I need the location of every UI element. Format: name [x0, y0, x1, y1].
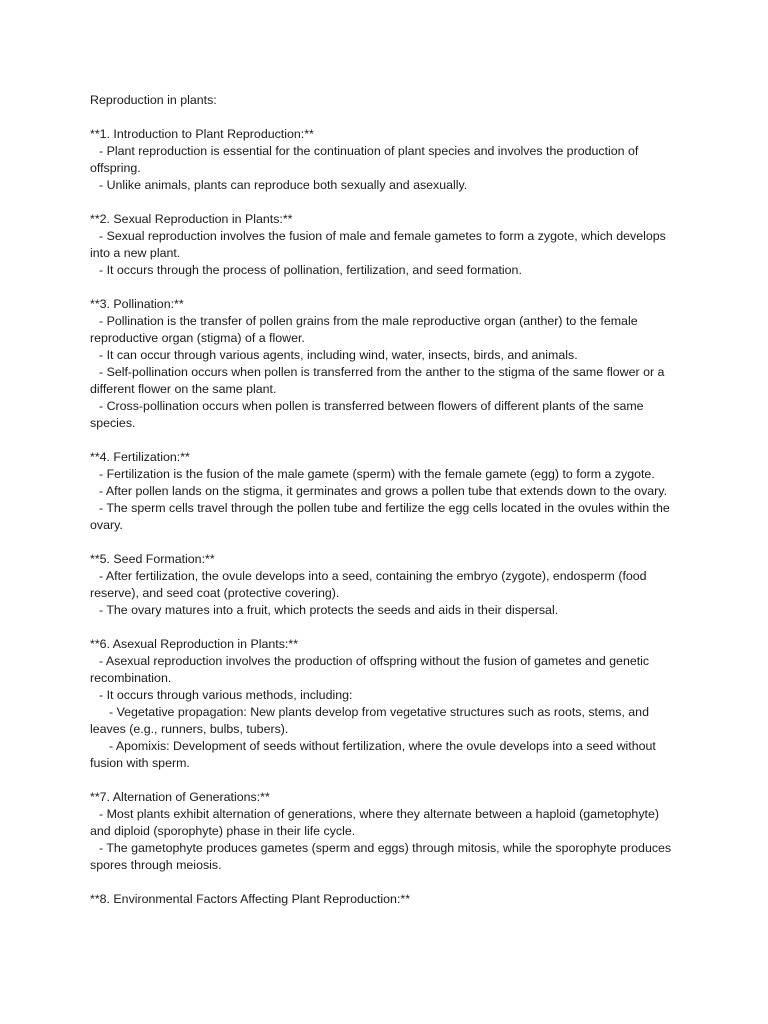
paragraph-text: - After pollen lands on the stigma, it germinates and grows a pollen tube that extends down to the ovary.: [99, 484, 668, 498]
paragraph-text: - It can occur through various agents, including wind, water, insects, birds, and animals.: [99, 348, 578, 362]
bullet-paragraph: [90, 262, 682, 279]
bullet-paragraph: [90, 228, 682, 262]
section-4: [90, 449, 682, 534]
paragraph-text: - Pollination is the transfer of pollen grains from the male reproductive organ (anther) to the female reproductive organ (stigma) of a flower.: [90, 314, 638, 345]
paragraph-text: - Most plants exhibit alternation of generations, where they alternate between a haploid (gametophyte) and diploid (sporophyte) phase in their life cycle.: [90, 807, 659, 838]
paragraph-text: - Unlike animals, plants can reproduce both sexually and asexually.: [99, 178, 468, 192]
section-heading: **5. Seed Formation:**: [90, 552, 215, 566]
section-heading: **4. Fertilization:**: [90, 450, 190, 464]
section-heading: **8. Environmental Factors Affecting Plant Reproduction:**: [90, 892, 411, 906]
paragraph-text: - Plant reproduction is essential for the continuation of plant species and involves the production of offspring.: [90, 144, 639, 175]
paragraph-text: - Asexual reproduction involves the production of offspring without the fusion of gametes and genetic recombination.: [90, 654, 650, 685]
section-heading: **7. Alternation of Generations:**: [90, 790, 270, 804]
section-8: [90, 891, 682, 908]
section-heading: **1. Introduction to Plant Reproduction:**: [90, 127, 314, 141]
bullet-paragraph: [90, 466, 682, 483]
paragraph-text: - Fertilization is the fusion of the male gamete (sperm) with the female gamete (egg) to form a zygote.: [99, 467, 655, 481]
section-6: [90, 636, 682, 772]
section-heading: **2. Sexual Reproduction in Plants:**: [90, 212, 293, 226]
paragraph-text: - Vegetative propagation: New plants develop from vegetative structures such as roots, stems, and leaves (e.g., runners, bulbs, tubers).: [90, 705, 649, 736]
bullet-paragraph: [90, 840, 682, 874]
bullet-paragraph: [90, 806, 682, 840]
section-3: [90, 296, 682, 432]
section-7: [90, 789, 682, 874]
section-heading: **3. Pollination:**: [90, 297, 184, 311]
bullet-paragraph: [90, 347, 682, 364]
bullet-paragraph: [90, 313, 682, 347]
paragraph-text: - Cross-pollination occurs when pollen is transferred between flowers of different plants of the same species.: [90, 399, 644, 430]
sub-bullet-paragraph: [90, 704, 682, 738]
bullet-paragraph: [90, 653, 682, 687]
paragraph-text: - Apomixis: Development of seeds without fertilization, where the ovule develops into a seed without fusion with sperm.: [90, 739, 656, 770]
paragraph-text: - The sperm cells travel through the pollen tube and fertilize the egg cells located in the ovules within the ovary.: [90, 501, 670, 532]
paragraph-text: - The gametophyte produces gametes (sperm and eggs) through mitosis, while the sporophyte produces spores through meiosis.: [90, 841, 672, 872]
paragraph-text: - It occurs through various methods, including:: [99, 688, 353, 702]
document-body: [90, 92, 682, 925]
sub-bullet-paragraph: [90, 738, 682, 772]
bullet-paragraph: [90, 568, 682, 602]
section-5: [90, 551, 682, 619]
section-1: [90, 126, 682, 194]
document-title: Reproduction in plants:: [90, 93, 217, 107]
bullet-paragraph: [90, 364, 682, 398]
bullet-paragraph: [90, 687, 682, 704]
bullet-paragraph: [90, 483, 682, 500]
section-heading: **6. Asexual Reproduction in Plants:**: [90, 637, 299, 651]
bullet-paragraph: [90, 143, 682, 177]
bullet-paragraph: [90, 398, 682, 432]
paragraph-text: - It occurs through the process of pollination, fertilization, and seed formation.: [99, 263, 522, 277]
sections-container: [90, 126, 682, 908]
bullet-paragraph: [90, 602, 682, 619]
bullet-paragraph: [90, 500, 682, 534]
paragraph-text: - After fertilization, the ovule develops into a seed, containing the embryo (zygote), endosperm (food reserve), and seed coat (protective covering).: [90, 569, 647, 600]
bullet-paragraph: [90, 177, 682, 194]
section-2: [90, 211, 682, 279]
paragraph-text: - The ovary matures into a fruit, which protects the seeds and aids in their dispersal.: [99, 603, 559, 617]
paragraph-text: - Sexual reproduction involves the fusion of male and female gametes to form a zygote, which develops into a new plant.: [90, 229, 666, 260]
paragraph-text: - Self-pollination occurs when pollen is transferred from the anther to the stigma of the same flower or a different flower on the same plant.: [90, 365, 665, 396]
